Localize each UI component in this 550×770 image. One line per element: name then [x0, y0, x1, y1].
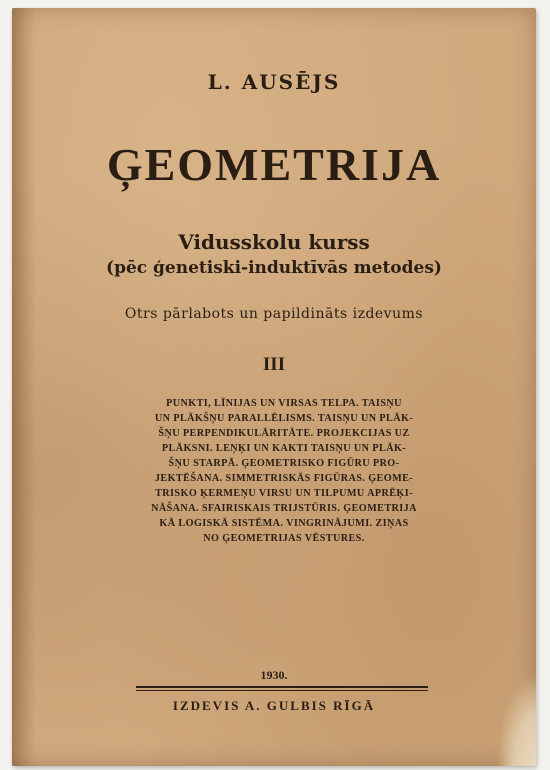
publisher: IZDEVIS A. GULBIS RĪGĀ — [172, 698, 376, 713]
book-subtitle: Vidusskolu kurss — [178, 230, 370, 254]
spine-shadow — [12, 8, 36, 766]
rule-thin — [136, 690, 428, 691]
volume-number: III — [262, 354, 286, 375]
worn-corner — [498, 676, 536, 766]
author-name: L. AUSĒJS — [207, 70, 341, 94]
rule-thick — [136, 686, 428, 688]
method-note: (pēc ģenetiski-induktīvās metodes) — [106, 258, 442, 278]
book-title: ĢEOMETRIJA — [106, 139, 442, 190]
book-cover — [12, 8, 536, 766]
publication-year: 1930. — [260, 668, 288, 682]
edition-note: Otrs pārlabots un papildināts izdevums — [124, 306, 424, 322]
contents-summary: PUNKTI, LĪNIJAS UN VIRSAS TELPA. TAISŅU UN PLĀKŠŅU PARALLĒLISMS. TAISŅU UN PLĀK- ŠŅU PERPENDIKULĀRITĀTE. PROJEKCIJAS UZ PLĀKSNI. LEŅĶI UN KAKTI TAISŅU UN PLĀK- ŠŅU STARPĀ. ĢEOMETRISKO FIGŪRU PRO- JEKTĒŠANA. SIMMETRISKĀS FIGŪRAS. ĢEOME- TRISKO ĶERMEŅU VIRSU UN TILPUMU APRĒĶI- NĀŠANA. SFAIRISKAIS TRIJSTŪRIS. ĢEOMETRIJA KĀ LOGISKĀ SISTĒMA. VINGRINĀJUMI. ZIŅAS NO ĢEOMETRIJAS VĒSTURES. — [151, 398, 417, 544]
